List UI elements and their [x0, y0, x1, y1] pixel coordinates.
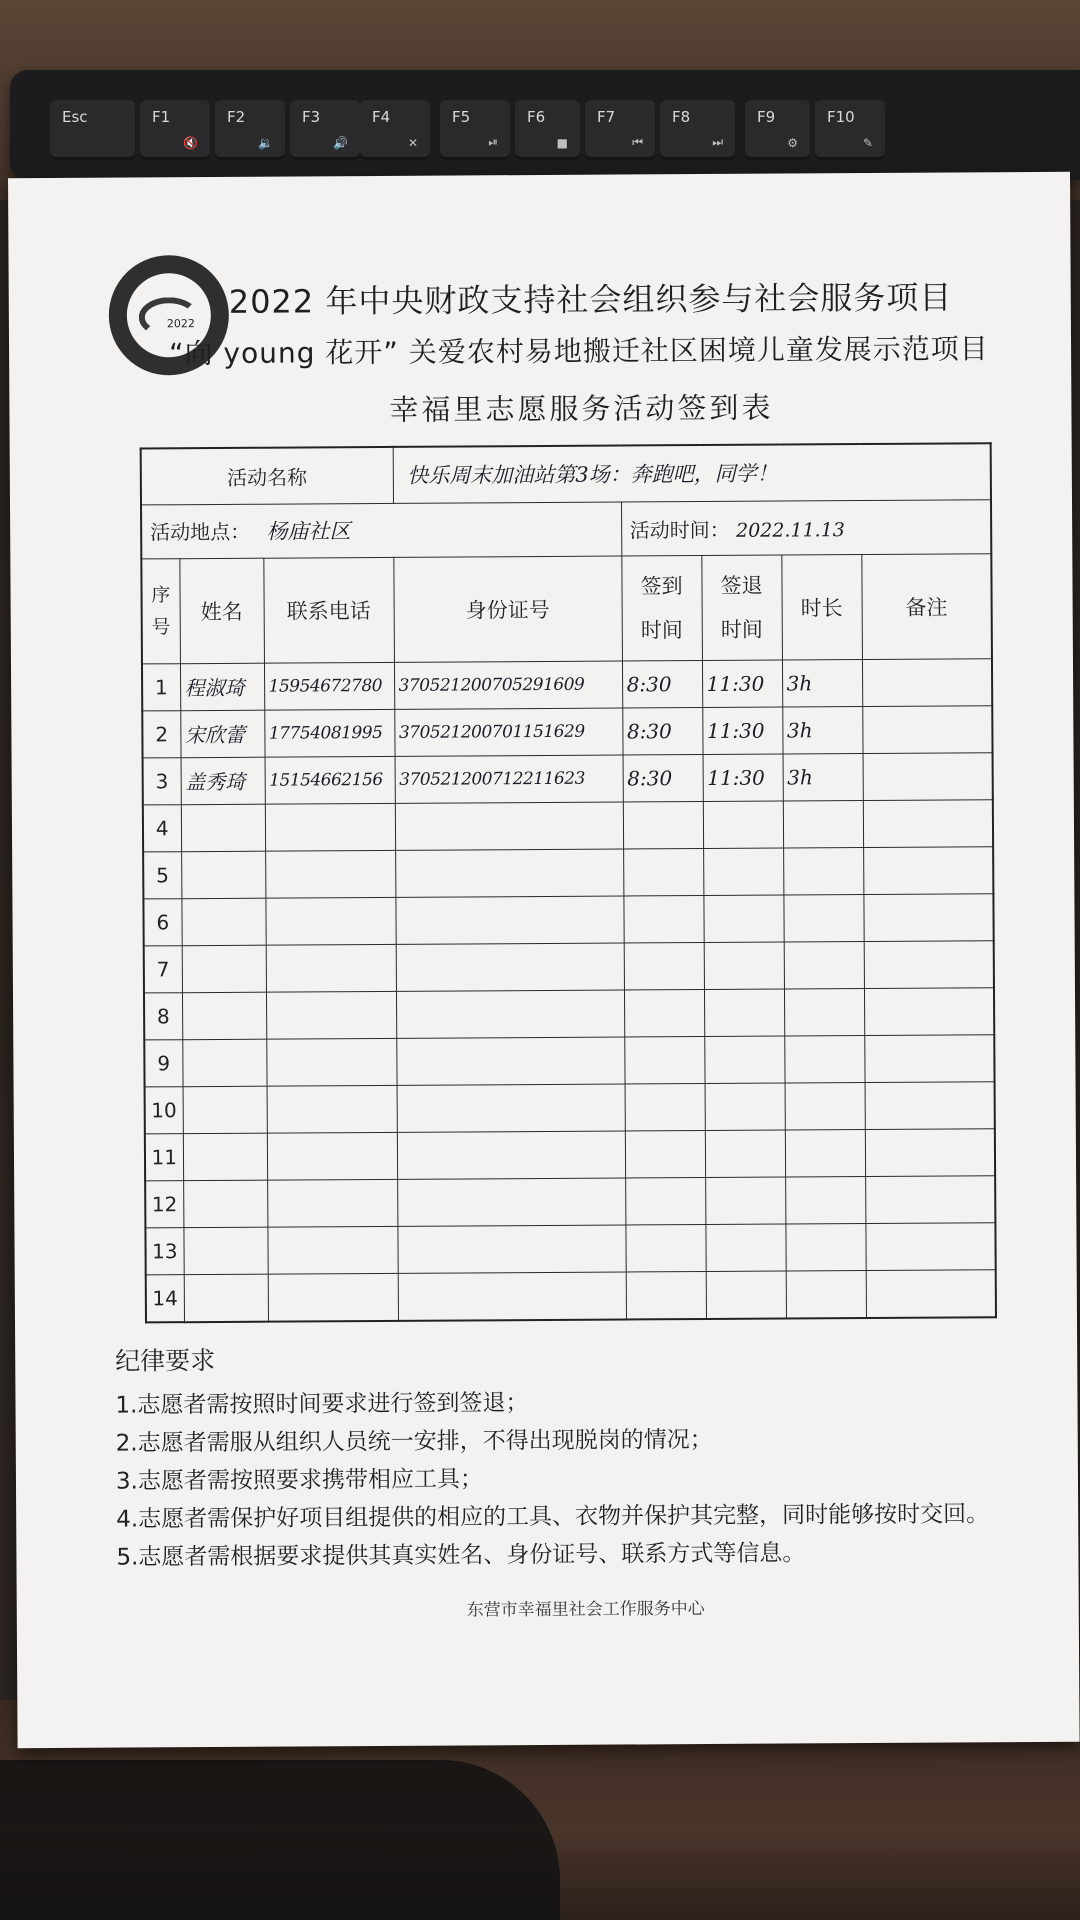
cell-phone: 15954672780 [264, 662, 394, 710]
cell-note [866, 1269, 996, 1317]
key-f5 [440, 100, 510, 160]
cell-note [862, 658, 992, 706]
form-title: 幸福里志愿服务活动签到表 [389, 390, 774, 427]
cell-name [181, 898, 265, 946]
key-f9 [745, 100, 810, 160]
cell-checkin: 8:30 [623, 754, 703, 801]
key-f10 [815, 100, 885, 160]
cell-duration: 3h [782, 706, 862, 753]
key-function-icon: ■ [556, 136, 568, 150]
sign-in-sheet [8, 172, 1080, 1748]
cell-checkout [705, 1177, 785, 1224]
cell-phone [267, 1179, 397, 1227]
table-header-row [141, 553, 992, 663]
activity-location-value: 杨庙社区 [266, 519, 351, 544]
rule-item: 2.志愿者需服从组织人员统一安排，不得出现脱岗的情况； [115, 1426, 713, 1457]
cell-checkin [623, 895, 703, 942]
key-f2 [215, 100, 285, 160]
project-title: 2022 年中央财政支持社会组织参与社会服务项目 [228, 278, 953, 321]
rule-item: 5.志愿者需根据要求提供其真实姓名、身份证号、联系方式等信息。 [116, 1540, 806, 1571]
col-header-phone: 联系电话 [263, 557, 394, 663]
cell-id [396, 1036, 624, 1084]
cell-checkin [624, 989, 704, 1036]
cell-duration [785, 1082, 865, 1129]
cell-id [397, 1177, 625, 1225]
cell-id: 370521200705291609 [394, 661, 622, 709]
cell-phone: 15154662156 [265, 756, 395, 804]
cell-checkout [703, 895, 783, 942]
cell-checkin [625, 1177, 705, 1224]
keyboard [10, 70, 1080, 180]
key-label: F3 [302, 108, 321, 126]
cell-checkin [626, 1271, 706, 1319]
cell-phone [267, 1226, 397, 1274]
key-label: Esc [62, 108, 88, 126]
cell-name [181, 851, 265, 899]
cell-phone [267, 1085, 397, 1133]
cell-note [863, 846, 993, 894]
cell-checkin: 8:30 [622, 707, 702, 754]
cell-phone [268, 1273, 398, 1321]
rule-item: 1.志愿者需按照时间要求进行签到签退； [115, 1390, 529, 1419]
col-header-note: 备注 [861, 553, 992, 659]
cell-id [395, 848, 623, 896]
activity-name-label: 活动名称 [141, 447, 393, 505]
rules-title: 纪律要求 [115, 1346, 216, 1376]
key-label: F5 [452, 108, 471, 126]
cell-index: 14 [146, 1274, 184, 1322]
key-function-icon: ✎ [862, 136, 873, 150]
cell-name [184, 1274, 268, 1322]
cell-index: 7 [144, 945, 182, 992]
cell-checkout [704, 1036, 784, 1083]
cell-checkout [703, 801, 783, 848]
cell-note [865, 1081, 995, 1129]
key-f6 [515, 100, 580, 160]
key-label: F8 [672, 108, 691, 126]
cell-checkin: 8:30 [622, 660, 702, 707]
key-esc [50, 100, 135, 160]
key-function-icon: ✕ [407, 136, 418, 150]
key-label: F1 [152, 108, 171, 126]
key-label: F9 [757, 108, 776, 126]
table-row [145, 1128, 995, 1180]
cell-note [862, 705, 992, 753]
table-row [143, 893, 993, 945]
cell-id: 370521200701151629 [394, 708, 622, 756]
cell-phone [265, 897, 395, 945]
key-function-icon: ⏮ [632, 135, 643, 149]
col-header-name: 姓名 [179, 558, 264, 664]
cell-checkin [624, 942, 704, 989]
cell-index: 1 [142, 663, 180, 710]
table-row [143, 752, 993, 804]
table-row [143, 846, 993, 898]
activity-time-cell [621, 499, 991, 555]
cell-checkout [704, 942, 784, 989]
cell-checkout [703, 848, 783, 895]
key-f1 [140, 100, 210, 160]
cell-index: 10 [145, 1086, 183, 1133]
key-label: F4 [372, 108, 391, 126]
cell-name: 盖秀琦 [181, 757, 265, 805]
key-f3 [290, 100, 360, 160]
cell-checkout: 11:30 [703, 754, 783, 801]
cell-phone [266, 1038, 396, 1086]
cell-note [863, 893, 993, 941]
cell-name [182, 945, 266, 993]
logo-year: 2022 [166, 317, 195, 331]
cell-duration [785, 1129, 865, 1176]
cell-note [865, 1175, 995, 1223]
cell-duration [784, 988, 864, 1035]
cell-phone [265, 803, 395, 851]
key-function-icon: ⏭ [712, 135, 723, 149]
cell-index: 3 [143, 757, 181, 804]
table-row [145, 1222, 995, 1274]
cell-name: 程淑琦 [180, 663, 264, 711]
cell-note [864, 1034, 994, 1082]
col-header-checkin: 签到时间 [621, 555, 702, 660]
project-subtitle: “向 young 花开” 关爱农村易地搬迁社区困境儿童发展示范项目 [168, 332, 989, 371]
key-label: F10 [827, 108, 855, 126]
cell-duration: 3h [782, 659, 862, 706]
cell-checkin [623, 848, 703, 895]
cell-duration [784, 1035, 864, 1082]
cell-note [865, 1222, 995, 1270]
cell-phone: 17754081995 [264, 709, 394, 757]
table-row [144, 1034, 994, 1086]
cell-name [182, 1039, 266, 1087]
cell-checkout [705, 1224, 785, 1271]
cell-name [183, 1180, 267, 1228]
cell-checkin [625, 1130, 705, 1177]
cell-index: 5 [143, 851, 181, 898]
cell-checkin [625, 1224, 705, 1271]
cell-note [864, 940, 994, 988]
sign-in-table [140, 442, 997, 1323]
cell-name [183, 1227, 267, 1275]
cell-index: 11 [145, 1133, 183, 1180]
cell-duration [784, 941, 864, 988]
col-header-index: 序号 [141, 558, 180, 663]
cell-index: 8 [144, 992, 182, 1039]
cell-duration [786, 1270, 866, 1318]
cell-duration [785, 1223, 865, 1270]
key-f8 [660, 100, 735, 160]
cell-checkin [623, 801, 703, 848]
key-f7 [585, 100, 655, 160]
cell-note [863, 799, 993, 847]
cell-duration [783, 800, 863, 847]
cell-index: 2 [142, 710, 180, 757]
cell-phone [266, 991, 396, 1039]
desk-shadow [0, 1760, 560, 1920]
key-label: F6 [527, 108, 546, 126]
table-row [143, 799, 993, 851]
cell-checkout: 11:30 [702, 707, 782, 754]
table-row [142, 658, 992, 710]
table-row [145, 1175, 995, 1227]
cell-name: 宋欣蕾 [180, 710, 264, 758]
cell-duration [785, 1176, 865, 1223]
key-function-icon: 🔊 [333, 136, 348, 150]
cell-id [397, 1130, 625, 1178]
cell-checkout [705, 1083, 785, 1130]
key-function-icon: ⚙ [787, 136, 798, 150]
cell-checkout: 11:30 [702, 660, 782, 707]
key-function-icon: 🔉 [258, 136, 273, 150]
cell-duration: 3h [783, 753, 863, 800]
col-header-id: 身份证号 [393, 556, 622, 662]
cell-note [864, 987, 994, 1035]
cell-checkin [625, 1083, 705, 1130]
cell-phone [266, 944, 396, 992]
cell-id [397, 1224, 625, 1272]
table-row [142, 705, 992, 757]
cell-index: 12 [145, 1180, 183, 1227]
discipline-requirements [115, 1337, 989, 1576]
cell-checkin [624, 1036, 704, 1083]
table-row [145, 1081, 995, 1133]
cell-id: 370521200712211623 [395, 755, 623, 803]
col-header-checkout: 签退时间 [701, 555, 782, 660]
key-label: F2 [227, 108, 246, 126]
rule-item: 3.志愿者需按照要求携带相应工具； [115, 1466, 483, 1495]
cell-checkout [704, 989, 784, 1036]
cell-phone [265, 850, 395, 898]
activity-time-value: 2022.11.13 [735, 518, 845, 542]
cell-id [398, 1271, 626, 1320]
table-row [144, 987, 994, 1039]
col-header-duration: 时长 [781, 554, 862, 659]
cell-id [395, 801, 623, 849]
cell-id [396, 989, 624, 1037]
table-row [146, 1269, 996, 1322]
cell-checkout [705, 1130, 785, 1177]
cell-note [863, 752, 993, 800]
rule-item: 4.志愿者需保护好项目组提供的相应的工具、衣物并保护其完整，同时能够按时交回。 [116, 1501, 990, 1533]
cell-index: 4 [143, 804, 181, 851]
table-row [144, 940, 994, 992]
cell-duration [783, 847, 863, 894]
activity-location-cell [141, 502, 621, 559]
cell-duration [783, 894, 863, 941]
activity-name-value: 快乐周末加油站第3场：奔跑吧，同学！ [393, 443, 991, 503]
cell-id [397, 1083, 625, 1131]
cell-name [183, 1086, 267, 1134]
cell-id [396, 942, 624, 990]
cell-index: 9 [144, 1039, 182, 1086]
cell-note [865, 1128, 995, 1176]
key-function-icon: ⏯ [488, 135, 498, 149]
key-label: F7 [597, 108, 616, 126]
activity-location-label: 活动地点： [150, 519, 251, 545]
cell-index: 6 [143, 898, 181, 945]
activity-time-label: 活动时间： [629, 517, 730, 542]
cell-id [395, 895, 623, 943]
cell-index: 13 [145, 1227, 183, 1274]
cell-checkout [706, 1271, 786, 1319]
cell-name [181, 804, 265, 852]
cell-phone [267, 1132, 397, 1180]
cell-name [183, 1133, 267, 1181]
key-function-icon: 🔇 [183, 136, 198, 150]
organization-footer: 东营市幸福里社会工作服务中心 [466, 1599, 705, 1621]
key-f4 [360, 100, 430, 160]
cell-name [182, 992, 266, 1040]
